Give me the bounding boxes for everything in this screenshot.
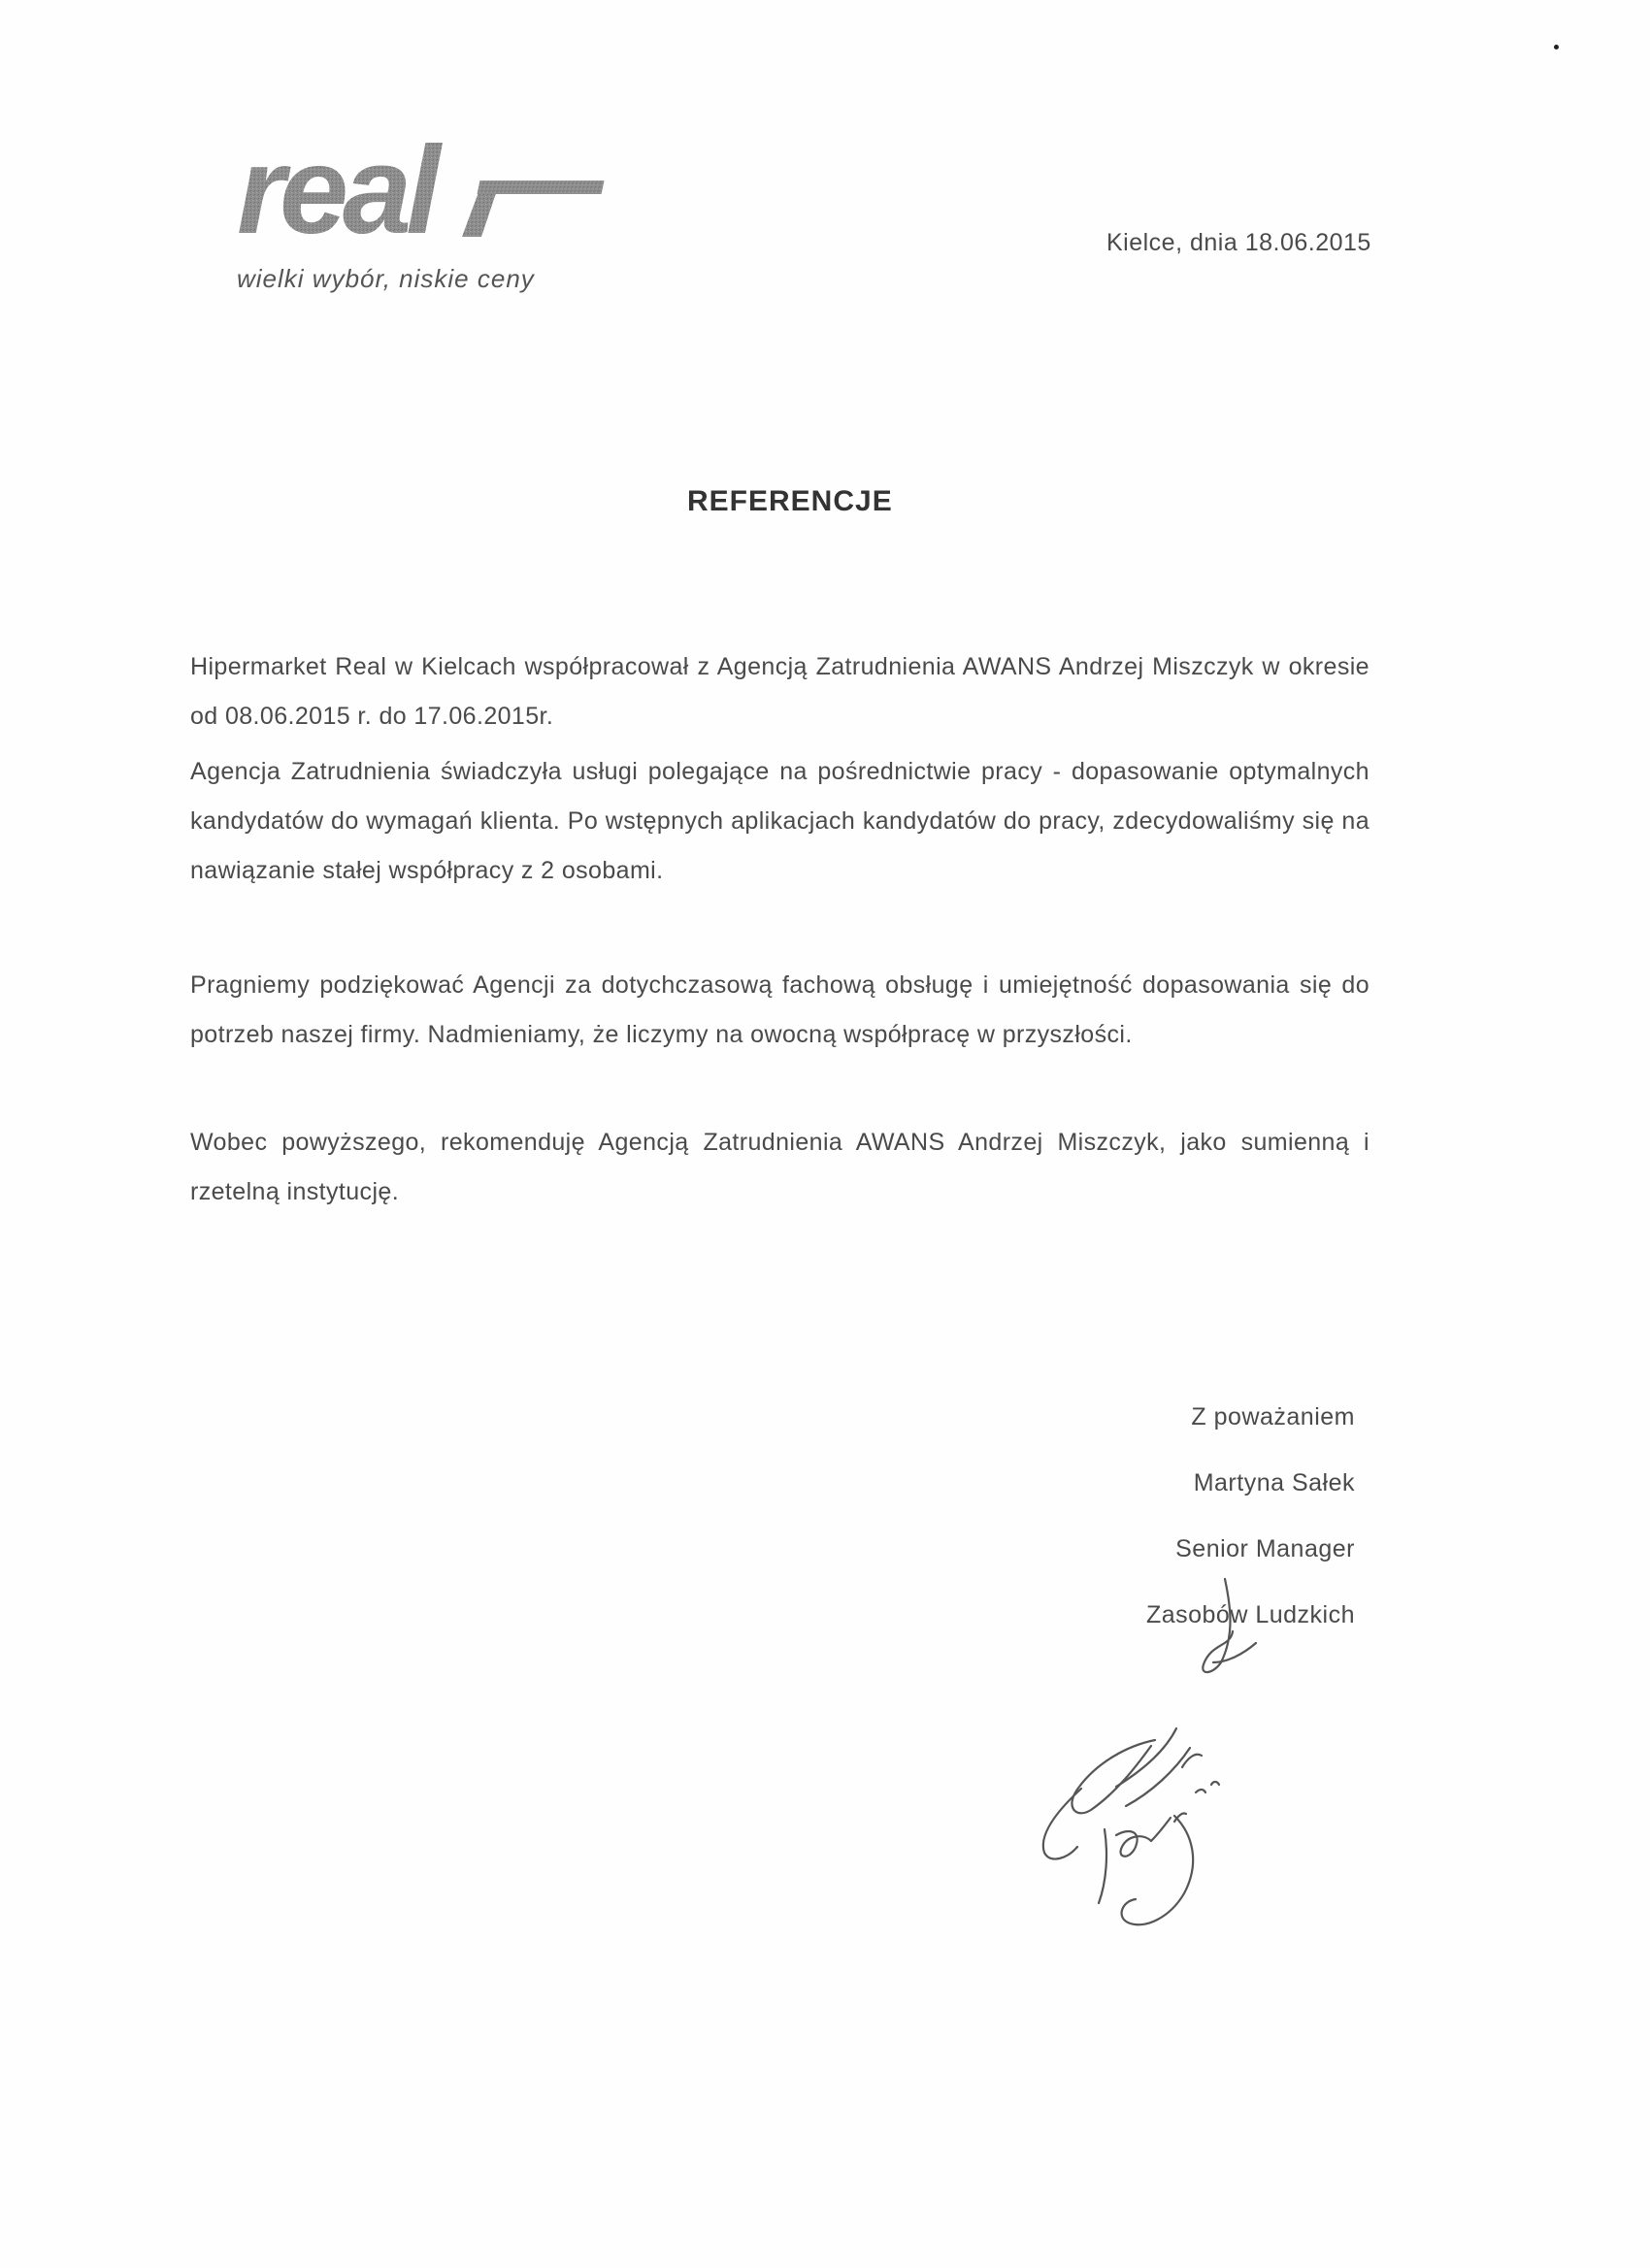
signer-position-line-2: Zasobów Ludzkich (1145, 1601, 1355, 1628)
signer-position-line-1: Senior Manager (1175, 1535, 1355, 1562)
real-logo-wordmark (231, 128, 629, 264)
signature-stroke-tail (1151, 1813, 1186, 1841)
signature-stroke-loop (1072, 1740, 1155, 1813)
place-and-date: Kielce, dnia 18.06.2015 (1106, 229, 1371, 256)
document-title: REFERENCJE (687, 485, 893, 517)
body-paragraph-4: Wobec powyższego, rekomenduję Agencją Zatrudnienia AWANS Andrzej Miszczyk, jako sumienną i rzetelną instytucję. (190, 1129, 1370, 1205)
logo-letters: real (237, 128, 435, 260)
company-logo (231, 128, 629, 303)
signature-stroke-top (1203, 1579, 1233, 1672)
body-paragraph-2: Agencja Zatrudnienia świadczyła usługi polegające na pośrednictwie pracy - dopasowanie optymalnych kandydatów do wymagań klienta. Po wstępnych aplikacjach kandydatów do pracy, zdecydowaliśmy się na nawiązanie stałej współpracy z 2 osobami. (190, 758, 1370, 884)
signer-name: Martyna Sałek (1193, 1469, 1355, 1496)
signature-stroke-cross-2 (1126, 1748, 1190, 1806)
closing-salutation: Z poważaniem (1191, 1403, 1355, 1430)
scan-speck (1554, 45, 1559, 49)
body-paragraph-3: Pragniemy podziękować Agencji za dotychczasową fachową obsługę i umiejętność dopasowania się do potrzeb naszej firmy. Nadmieniamy, że liczymy na owocną współpracę w przyszłości. (190, 971, 1370, 1048)
signature-stroke-middle (1116, 1831, 1151, 1857)
logo-tagline: wielki wybór, niskie ceny (237, 264, 535, 293)
signature-stroke-dots (1196, 1782, 1219, 1792)
logo-dash-mark (478, 181, 605, 194)
handwritten-signature (971, 1538, 1262, 1965)
signature-stroke-vertical (1099, 1829, 1106, 1903)
body-paragraph-1: Hipermarket Real w Kielcach współpracował z Agencją Zatrudnienia AWANS Andrzej Miszczyk w okresie od 08.06.2015 r. do 17.06.2015r. (190, 653, 1370, 730)
signature-stroke-left-curl (1043, 1789, 1081, 1859)
